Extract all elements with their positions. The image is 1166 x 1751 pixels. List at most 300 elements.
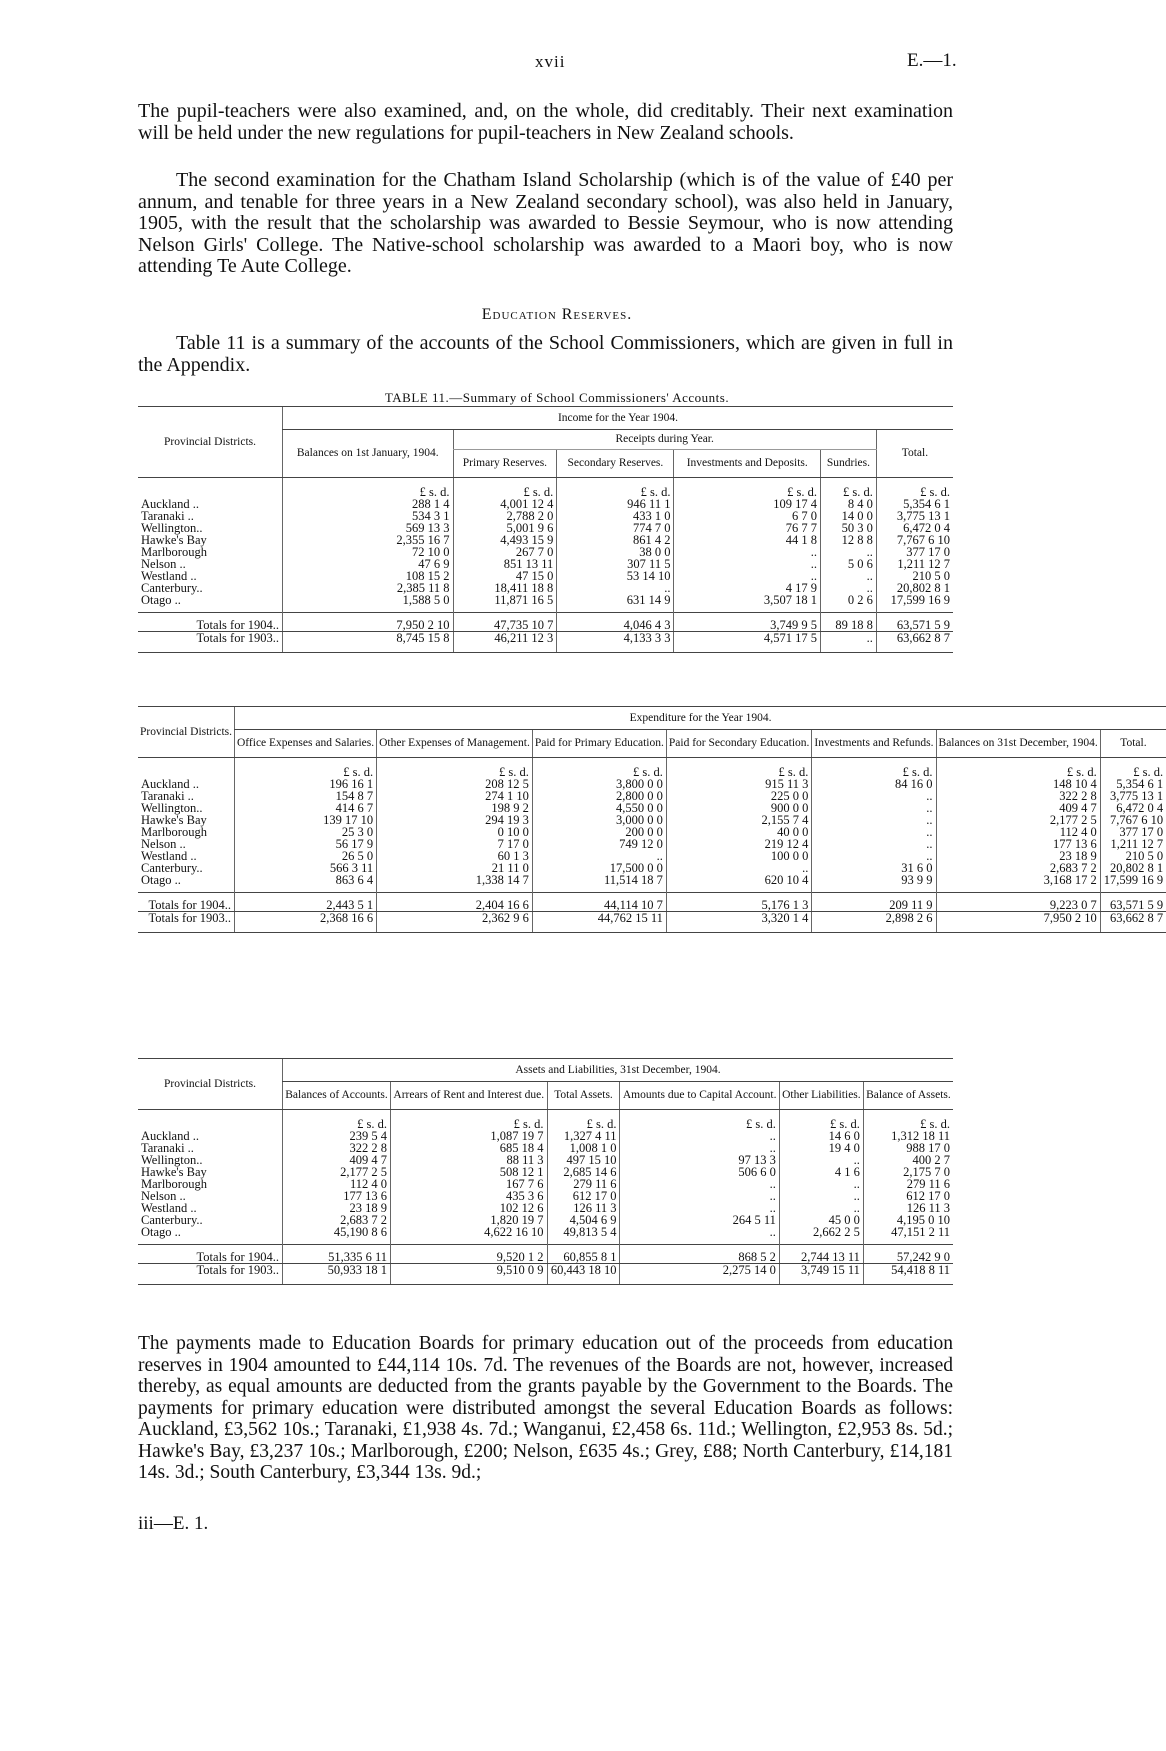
units-label: £ s. d. — [1100, 758, 1166, 779]
table-cell: 40 0 0 — [666, 826, 812, 838]
district-name: Nelson .. — [141, 557, 186, 571]
column-header: Investments and Refunds. — [812, 730, 936, 758]
table-row — [138, 1190, 953, 1202]
table-cell: 988 17 0 — [863, 1142, 953, 1154]
column-header: Balance of Assets. — [863, 1082, 953, 1110]
table-cell: 377 17 0 — [1100, 826, 1166, 838]
column-header: Paid for Primary Education. — [532, 730, 666, 758]
table-cell: .. — [779, 1190, 863, 1202]
table-cell: .. — [620, 1130, 779, 1142]
table-cell: .. — [620, 1178, 779, 1190]
table-cell: 196 16 1 — [235, 778, 377, 790]
totals-cell: 44,114 10 7 — [532, 893, 666, 912]
table-cell: 433 1 0 — [557, 510, 674, 522]
table-cell: 11,871 16 5 — [453, 594, 557, 613]
column-header: Balances on 31st December, 1904. — [936, 730, 1100, 758]
district-name: Taranaki .. — [141, 509, 194, 523]
column-header: Arrears of Rent and Interest due. — [391, 1082, 547, 1110]
signature-mark: iii—E. 1. — [138, 1513, 209, 1534]
table-cell: .. — [812, 802, 936, 814]
table-row — [138, 1226, 953, 1245]
table-cell: 18,411 18 8 — [453, 582, 557, 594]
totals-label: Totals for 1903.. — [138, 1264, 283, 1285]
table-cell: 2,662 2 5 — [779, 1226, 863, 1245]
district-name: Canterbury.. — [141, 581, 203, 595]
table-cell: 3,168 17 2 — [936, 874, 1100, 893]
table-cell: 1,008 1 0 — [547, 1142, 620, 1154]
table-cell: 435 3 6 — [391, 1190, 547, 1202]
table-cell: 2,155 7 4 — [666, 814, 812, 826]
totals-cell: 2,443 5 1 — [235, 893, 377, 912]
totals-cell: 4,046 4 3 — [557, 613, 674, 632]
column-header: Office Expenses and Salaries. — [235, 730, 377, 758]
assets-liabilities-table — [138, 1058, 953, 1285]
table-cell: 109 17 4 — [674, 498, 821, 510]
table-cell: 2,800 0 0 — [532, 790, 666, 802]
paragraph-pupil-teachers: The pupil-teachers were also examined, and, on the whole, did creditably. Their next examination will be held under the new regulations for pupil-teachers in New Zealand schools. — [138, 100, 953, 144]
table-cell: 102 12 6 — [391, 1202, 547, 1214]
table-cell: 23 18 9 — [936, 850, 1100, 862]
totals-row — [138, 893, 1166, 912]
table-cell: 8 4 0 — [820, 498, 876, 510]
table-cell: 534 3 1 — [283, 510, 454, 522]
table-cell: 97 13 3 — [620, 1154, 779, 1166]
totals-cell: 9,223 0 7 — [936, 893, 1100, 912]
table-cell: 210 5 0 — [1100, 850, 1166, 862]
table-cell: 47 6 9 — [283, 558, 454, 570]
table-cell: 2,385 11 8 — [283, 582, 454, 594]
column-header: Sundries. — [820, 450, 876, 478]
row-header: Provincial Districts. — [138, 1059, 283, 1110]
totals-cell: 63,662 8 7 — [876, 632, 953, 653]
district-name: Otago .. — [141, 873, 181, 887]
table-cell: 26 5 0 — [235, 850, 377, 862]
table-cell: .. — [820, 546, 876, 558]
totals-row — [138, 912, 1166, 933]
totals-cell: 4,133 3 3 — [557, 632, 674, 653]
district-name: Auckland .. — [141, 1129, 199, 1143]
table-cell: 14 0 0 — [820, 510, 876, 522]
units-label: £ s. d. — [557, 478, 674, 499]
units-row — [138, 478, 953, 499]
totals-cell: 60,855 8 1 — [547, 1245, 620, 1264]
totals-row — [138, 613, 953, 632]
table-cell: 506 6 0 — [620, 1166, 779, 1178]
totals-cell: 5,176 1 3 — [666, 893, 812, 912]
units-label: £ s. d. — [283, 478, 454, 499]
totals-cell: 54,418 8 11 — [863, 1264, 953, 1285]
table-cell: 25 3 0 — [235, 826, 377, 838]
table-cell: 100 0 0 — [666, 850, 812, 862]
table-cell: 45,190 8 6 — [283, 1226, 391, 1245]
table-cell: 2,683 7 2 — [936, 862, 1100, 874]
table-cell: 294 19 3 — [377, 814, 533, 826]
table-cell: 14 6 0 — [779, 1130, 863, 1142]
table-cell: 139 17 10 — [235, 814, 377, 826]
table-cell: 3,775 13 1 — [1100, 790, 1166, 802]
totals-cell: 63,571 5 9 — [876, 613, 953, 632]
table-cell: 1,211 12 7 — [876, 558, 953, 570]
table-cell: 322 2 8 — [283, 1142, 391, 1154]
district-name: Hawke's Bay — [141, 813, 207, 827]
table-cell: 108 15 2 — [283, 570, 454, 582]
totals-cell: 7,950 2 10 — [936, 912, 1100, 933]
table-cell: 5 0 6 — [820, 558, 876, 570]
table-cell: 4 1 6 — [779, 1166, 863, 1178]
column-header: Total Assets. — [547, 1082, 620, 1110]
section-heading: Education Reserves. — [481, 306, 633, 323]
table-cell: 612 17 0 — [547, 1190, 620, 1202]
table-cell: 2,175 7 0 — [863, 1166, 953, 1178]
district-name: Wellington.. — [141, 521, 203, 535]
totals-row — [138, 632, 953, 653]
column-header: Amounts due to Capital Account. — [620, 1082, 779, 1110]
table-cell: 774 7 0 — [557, 522, 674, 534]
table-cell: 6,472 0 4 — [876, 522, 953, 534]
table-cell: 44 1 8 — [674, 534, 821, 546]
table-cell: 219 12 4 — [666, 838, 812, 850]
table-cell: 50 3 0 — [820, 522, 876, 534]
table-cell: 409 4 7 — [283, 1154, 391, 1166]
table-cell: 0 10 0 — [377, 826, 533, 838]
table-cell: 749 12 0 — [532, 838, 666, 850]
totals-cell: 3,749 9 5 — [674, 613, 821, 632]
table-cell: 569 13 3 — [283, 522, 454, 534]
units-label: £ s. d. — [863, 1110, 953, 1131]
table-cell: 409 4 7 — [936, 802, 1100, 814]
table-cell: 497 15 10 — [547, 1154, 620, 1166]
table-cell: 851 13 11 — [453, 558, 557, 570]
table-cell: 307 11 5 — [557, 558, 674, 570]
units-label: £ s. d. — [391, 1110, 547, 1131]
row-header: Provincial Districts. — [138, 707, 235, 758]
column-header: Primary Reserves. — [453, 450, 557, 478]
table-cell: 4,504 6 9 — [547, 1214, 620, 1226]
page-number: xvii — [535, 52, 566, 71]
table-row — [138, 1142, 953, 1154]
totals-cell: 2,404 16 6 — [377, 893, 533, 912]
receipts-title: Receipts during Year. — [453, 430, 876, 450]
table-cell: 17,599 16 9 — [876, 594, 953, 613]
column-header: Secondary Reserves. — [557, 450, 674, 478]
table-cell: .. — [812, 826, 936, 838]
table-cell: 7,767 6 10 — [876, 534, 953, 546]
totals-cell: 209 11 9 — [812, 893, 936, 912]
table-cell: 148 10 4 — [936, 778, 1100, 790]
table-cell: .. — [812, 790, 936, 802]
totals-cell: 9,510 0 9 — [391, 1264, 547, 1285]
table-row — [138, 1166, 953, 1178]
expenditure-table — [138, 706, 1166, 933]
column-header: Balances of Accounts. — [283, 1082, 391, 1110]
units-row — [138, 758, 1166, 779]
table-cell: 208 12 5 — [377, 778, 533, 790]
table-cell: .. — [557, 582, 674, 594]
table-cell: 288 1 4 — [283, 498, 454, 510]
table-cell: 1,211 12 7 — [1100, 838, 1166, 850]
table-cell: 11,514 18 7 — [532, 874, 666, 893]
table-cell: 508 12 1 — [391, 1166, 547, 1178]
table-row — [138, 1178, 953, 1190]
units-label: £ s. d. — [283, 1110, 391, 1131]
table-cell: 5,001 9 6 — [453, 522, 557, 534]
table-cell: 198 9 2 — [377, 802, 533, 814]
totals-cell: 46,211 12 3 — [453, 632, 557, 653]
table-cell: 566 3 11 — [235, 862, 377, 874]
district-name: Otago .. — [141, 1225, 181, 1239]
table-cell: 177 13 6 — [936, 838, 1100, 850]
paragraph-table-intro: Table 11 is a summary of the accounts of the School Commissioners, which are given in full in the Appendix. — [138, 332, 953, 376]
paragraph-chatham-scholarship: The second examination for the Chatham Island Scholarship (which is of the value of £40 per annum, and tenable for three years in a New Zealand secondary school), was also held in January, 1905, with the result that the scholarship was awarded to Bessie Seymour, who is now attending Nelson Girls' College. The Native-school scholarship was awarded to a Maori boy, who is now attending Te Aute College. — [138, 169, 953, 277]
document-reference: E.—1. — [907, 50, 957, 71]
table-cell: 17,500 0 0 — [532, 862, 666, 874]
units-label: £ s. d. — [820, 478, 876, 499]
table-cell: 279 11 6 — [863, 1178, 953, 1190]
table-cell: 5,354 6 1 — [876, 498, 953, 510]
table-cell: 279 11 6 — [547, 1178, 620, 1190]
totals-cell: 44,762 15 11 — [532, 912, 666, 933]
income-title: Income for the Year 1904. — [283, 407, 954, 430]
totals-label: Totals for 1903.. — [138, 912, 235, 933]
units-label: £ s. d. — [235, 758, 377, 779]
column-header: Other Liabilities. — [779, 1082, 863, 1110]
totals-label: Totals for 1904.. — [138, 1245, 283, 1264]
table-cell: .. — [812, 838, 936, 850]
table-cell: .. — [620, 1202, 779, 1214]
table-cell: 274 1 10 — [377, 790, 533, 802]
column-header: Other Expenses of Management. — [377, 730, 533, 758]
table-cell: .. — [620, 1226, 779, 1245]
units-label: £ s. d. — [377, 758, 533, 779]
totals-cell: 63,571 5 9 — [1100, 893, 1166, 912]
totals-cell: 3,749 15 11 — [779, 1264, 863, 1285]
table-cell: 4,622 16 10 — [391, 1226, 547, 1245]
district-name: Canterbury.. — [141, 861, 203, 875]
table-cell: .. — [620, 1142, 779, 1154]
table-cell: 3,507 18 1 — [674, 594, 821, 613]
column-header: Total. — [876, 430, 953, 478]
units-label: £ s. d. — [812, 758, 936, 779]
table-cell: .. — [779, 1154, 863, 1166]
table-cell: 49,813 5 4 — [547, 1226, 620, 1245]
table-cell: 685 18 4 — [391, 1142, 547, 1154]
district-name: Westland .. — [141, 569, 197, 583]
expenditure-title: Expenditure for the Year 1904. — [235, 707, 1166, 730]
table-cell: 210 5 0 — [876, 570, 953, 582]
table-cell: 322 2 8 — [936, 790, 1100, 802]
table-cell: 93 9 9 — [812, 874, 936, 893]
table-cell: 946 11 1 — [557, 498, 674, 510]
table-cell: 620 10 4 — [666, 874, 812, 893]
paragraph-payments: The payments made to Education Boards for primary education out of the proceeds from education reserves in 1904 amounted to £44,114 10s. 7d. The revenues of the Boards are not, however, increased thereby, as equal amounts are deducted from the grants payable by the Government to the Boards. The payments for primary education were distributed amongst the several Education Boards as follows: Auckland, £3,562 10s.; Taranaki, £1,938 4s. 7d.; Wanganui, £2,458 6s. 11d.; Wellington, £2,953 8s. 5d.; Hawke's Bay, £3,237 10s.; Marlborough, £200; Nelson, £635 4s.; Grey, £88; North Canterbury, £14,181 14s. 3d.; South Canterbury, £3,344 13s. 9d.; — [138, 1333, 953, 1483]
table-cell: 3,800 0 0 — [532, 778, 666, 790]
table-cell: 4,195 0 10 — [863, 1214, 953, 1226]
table-cell: 612 17 0 — [863, 1190, 953, 1202]
table-cell: .. — [674, 570, 821, 582]
totals-cell: 868 5 2 — [620, 1245, 779, 1264]
units-label: £ s. d. — [547, 1110, 620, 1131]
totals-cell: .. — [820, 632, 876, 653]
table-cell: .. — [620, 1190, 779, 1202]
table-cell: 19 4 0 — [779, 1142, 863, 1154]
totals-label: Totals for 1904.. — [138, 613, 283, 632]
table-cell: 112 4 0 — [936, 826, 1100, 838]
table-cell: 6,472 0 4 — [1100, 802, 1166, 814]
table-cell: 17,599 16 9 — [1100, 874, 1166, 893]
totals-cell: 2,368 16 6 — [235, 912, 377, 933]
table-cell: .. — [812, 814, 936, 826]
table-cell: 225 0 0 — [666, 790, 812, 802]
table-cell: 3,775 13 1 — [876, 510, 953, 522]
district-name: Nelson .. — [141, 837, 186, 851]
table-cell: .. — [820, 582, 876, 594]
table-cell: 0 2 6 — [820, 594, 876, 613]
table-cell: .. — [674, 558, 821, 570]
units-label: £ s. d. — [936, 758, 1100, 779]
table-cell: 6 7 0 — [674, 510, 821, 522]
column-header: Paid for Secondary Education. — [666, 730, 812, 758]
table-cell: .. — [666, 862, 812, 874]
table-cell: 38 0 0 — [557, 546, 674, 558]
row-header: Provincial Districts. — [138, 407, 283, 478]
table-cell: 7 17 0 — [377, 838, 533, 850]
units-label: £ s. d. — [620, 1110, 779, 1131]
totals-row — [138, 1245, 953, 1264]
table-caption: TABLE 11.—Summary of School Commissioners' Accounts. — [384, 390, 730, 405]
totals-label: Totals for 1903.. — [138, 632, 283, 653]
table-cell: 21 11 0 — [377, 862, 533, 874]
totals-cell: 2,362 9 6 — [377, 912, 533, 933]
table-cell: 76 7 7 — [674, 522, 821, 534]
totals-cell: 50,933 18 1 — [283, 1264, 391, 1285]
table-cell: 84 16 0 — [812, 778, 936, 790]
table-cell: 12 8 8 — [820, 534, 876, 546]
units-label: £ s. d. — [532, 758, 666, 779]
table-cell: 1,338 14 7 — [377, 874, 533, 893]
table-cell: 1,588 5 0 — [283, 594, 454, 613]
table-cell: 1,820 19 7 — [391, 1214, 547, 1226]
table-cell: .. — [812, 850, 936, 862]
table-row — [138, 874, 1166, 893]
table-cell: 20,802 8 1 — [1100, 862, 1166, 874]
table-cell: 631 14 9 — [557, 594, 674, 613]
totals-cell: 2,275 14 0 — [620, 1264, 779, 1285]
table-cell: 267 7 0 — [453, 546, 557, 558]
table-cell: 177 13 6 — [283, 1190, 391, 1202]
table-cell: 4,493 15 9 — [453, 534, 557, 546]
units-label: £ s. d. — [666, 758, 812, 779]
table-cell: .. — [674, 546, 821, 558]
district-name: Marlborough — [141, 825, 207, 839]
table-cell: .. — [532, 850, 666, 862]
district-name: Taranaki .. — [141, 1141, 194, 1155]
table-cell: 264 5 11 — [620, 1214, 779, 1226]
units-label: £ s. d. — [876, 478, 953, 499]
table-cell: 377 17 0 — [876, 546, 953, 558]
district-name: Auckland .. — [141, 777, 199, 791]
column-header: Balances on 1st January, 1904. — [283, 430, 454, 478]
district-name: Taranaki .. — [141, 789, 194, 803]
table-cell: 239 5 4 — [283, 1130, 391, 1142]
table-cell: 2,788 2 0 — [453, 510, 557, 522]
table-row — [138, 594, 953, 613]
district-name: Canterbury.. — [141, 1213, 203, 1227]
totals-cell: 63,662 8 7 — [1100, 912, 1166, 933]
table-cell: 20,802 8 1 — [876, 582, 953, 594]
units-row — [138, 1110, 953, 1131]
table-cell: 88 11 3 — [391, 1154, 547, 1166]
district-name: Hawke's Bay — [141, 1165, 207, 1179]
district-name: Wellington.. — [141, 1153, 203, 1167]
totals-cell: 3,320 1 4 — [666, 912, 812, 933]
table-cell: 1,312 18 11 — [863, 1130, 953, 1142]
table-cell: 60 1 3 — [377, 850, 533, 862]
totals-cell: 2,744 13 11 — [779, 1245, 863, 1264]
units-label: £ s. d. — [453, 478, 557, 499]
table-cell: 47,151 2 11 — [863, 1226, 953, 1245]
table-cell: 4 17 9 — [674, 582, 821, 594]
table-cell: 31 6 0 — [812, 862, 936, 874]
table-cell: 2,683 7 2 — [283, 1214, 391, 1226]
district-name: Otago .. — [141, 593, 181, 607]
district-name: Westland .. — [141, 1201, 197, 1215]
table-cell: 400 2 7 — [863, 1154, 953, 1166]
table-cell: 200 0 0 — [532, 826, 666, 838]
totals-row — [138, 1264, 953, 1285]
district-name: Westland .. — [141, 849, 197, 863]
table-cell: 53 14 10 — [557, 570, 674, 582]
table-cell: 2,355 16 7 — [283, 534, 454, 546]
table-cell: .. — [779, 1202, 863, 1214]
table-cell: 4,001 12 4 — [453, 498, 557, 510]
district-name: Marlborough — [141, 545, 207, 559]
district-name: Hawke's Bay — [141, 533, 207, 547]
table-cell: 7,767 6 10 — [1100, 814, 1166, 826]
table-cell: 4,550 0 0 — [532, 802, 666, 814]
units-label: £ s. d. — [674, 478, 821, 499]
table-row — [138, 1154, 953, 1166]
table-cell: 5,354 6 1 — [1100, 778, 1166, 790]
table-cell: 2,177 2 5 — [936, 814, 1100, 826]
totals-cell: 89 18 8 — [820, 613, 876, 632]
table-cell: .. — [779, 1178, 863, 1190]
table-cell: 126 11 3 — [863, 1202, 953, 1214]
table-cell: 23 18 9 — [283, 1202, 391, 1214]
totals-cell: 9,520 1 2 — [391, 1245, 547, 1264]
units-label: £ s. d. — [779, 1110, 863, 1131]
table-cell: 915 11 3 — [666, 778, 812, 790]
totals-cell: 4,571 17 5 — [674, 632, 821, 653]
table-cell: 154 8 7 — [235, 790, 377, 802]
totals-cell: 57,242 9 0 — [863, 1245, 953, 1264]
table-cell: 1,087 19 7 — [391, 1130, 547, 1142]
table-cell: 45 0 0 — [779, 1214, 863, 1226]
totals-cell: 51,335 6 11 — [283, 1245, 391, 1264]
income-table — [138, 406, 953, 653]
table-cell: 863 6 4 — [235, 874, 377, 893]
table-cell: 47 15 0 — [453, 570, 557, 582]
assets-title: Assets and Liabilities, 31st December, 1904. — [283, 1059, 954, 1082]
district-name: Nelson .. — [141, 1189, 186, 1203]
table-cell: 414 6 7 — [235, 802, 377, 814]
table-cell: 2,177 2 5 — [283, 1166, 391, 1178]
district-name: Auckland .. — [141, 497, 199, 511]
totals-label: Totals for 1904.. — [138, 893, 235, 912]
table-row — [138, 838, 1166, 850]
totals-cell: 47,735 10 7 — [453, 613, 557, 632]
column-header: Investments and Deposits. — [674, 450, 821, 478]
table-cell: 2,685 14 6 — [547, 1166, 620, 1178]
